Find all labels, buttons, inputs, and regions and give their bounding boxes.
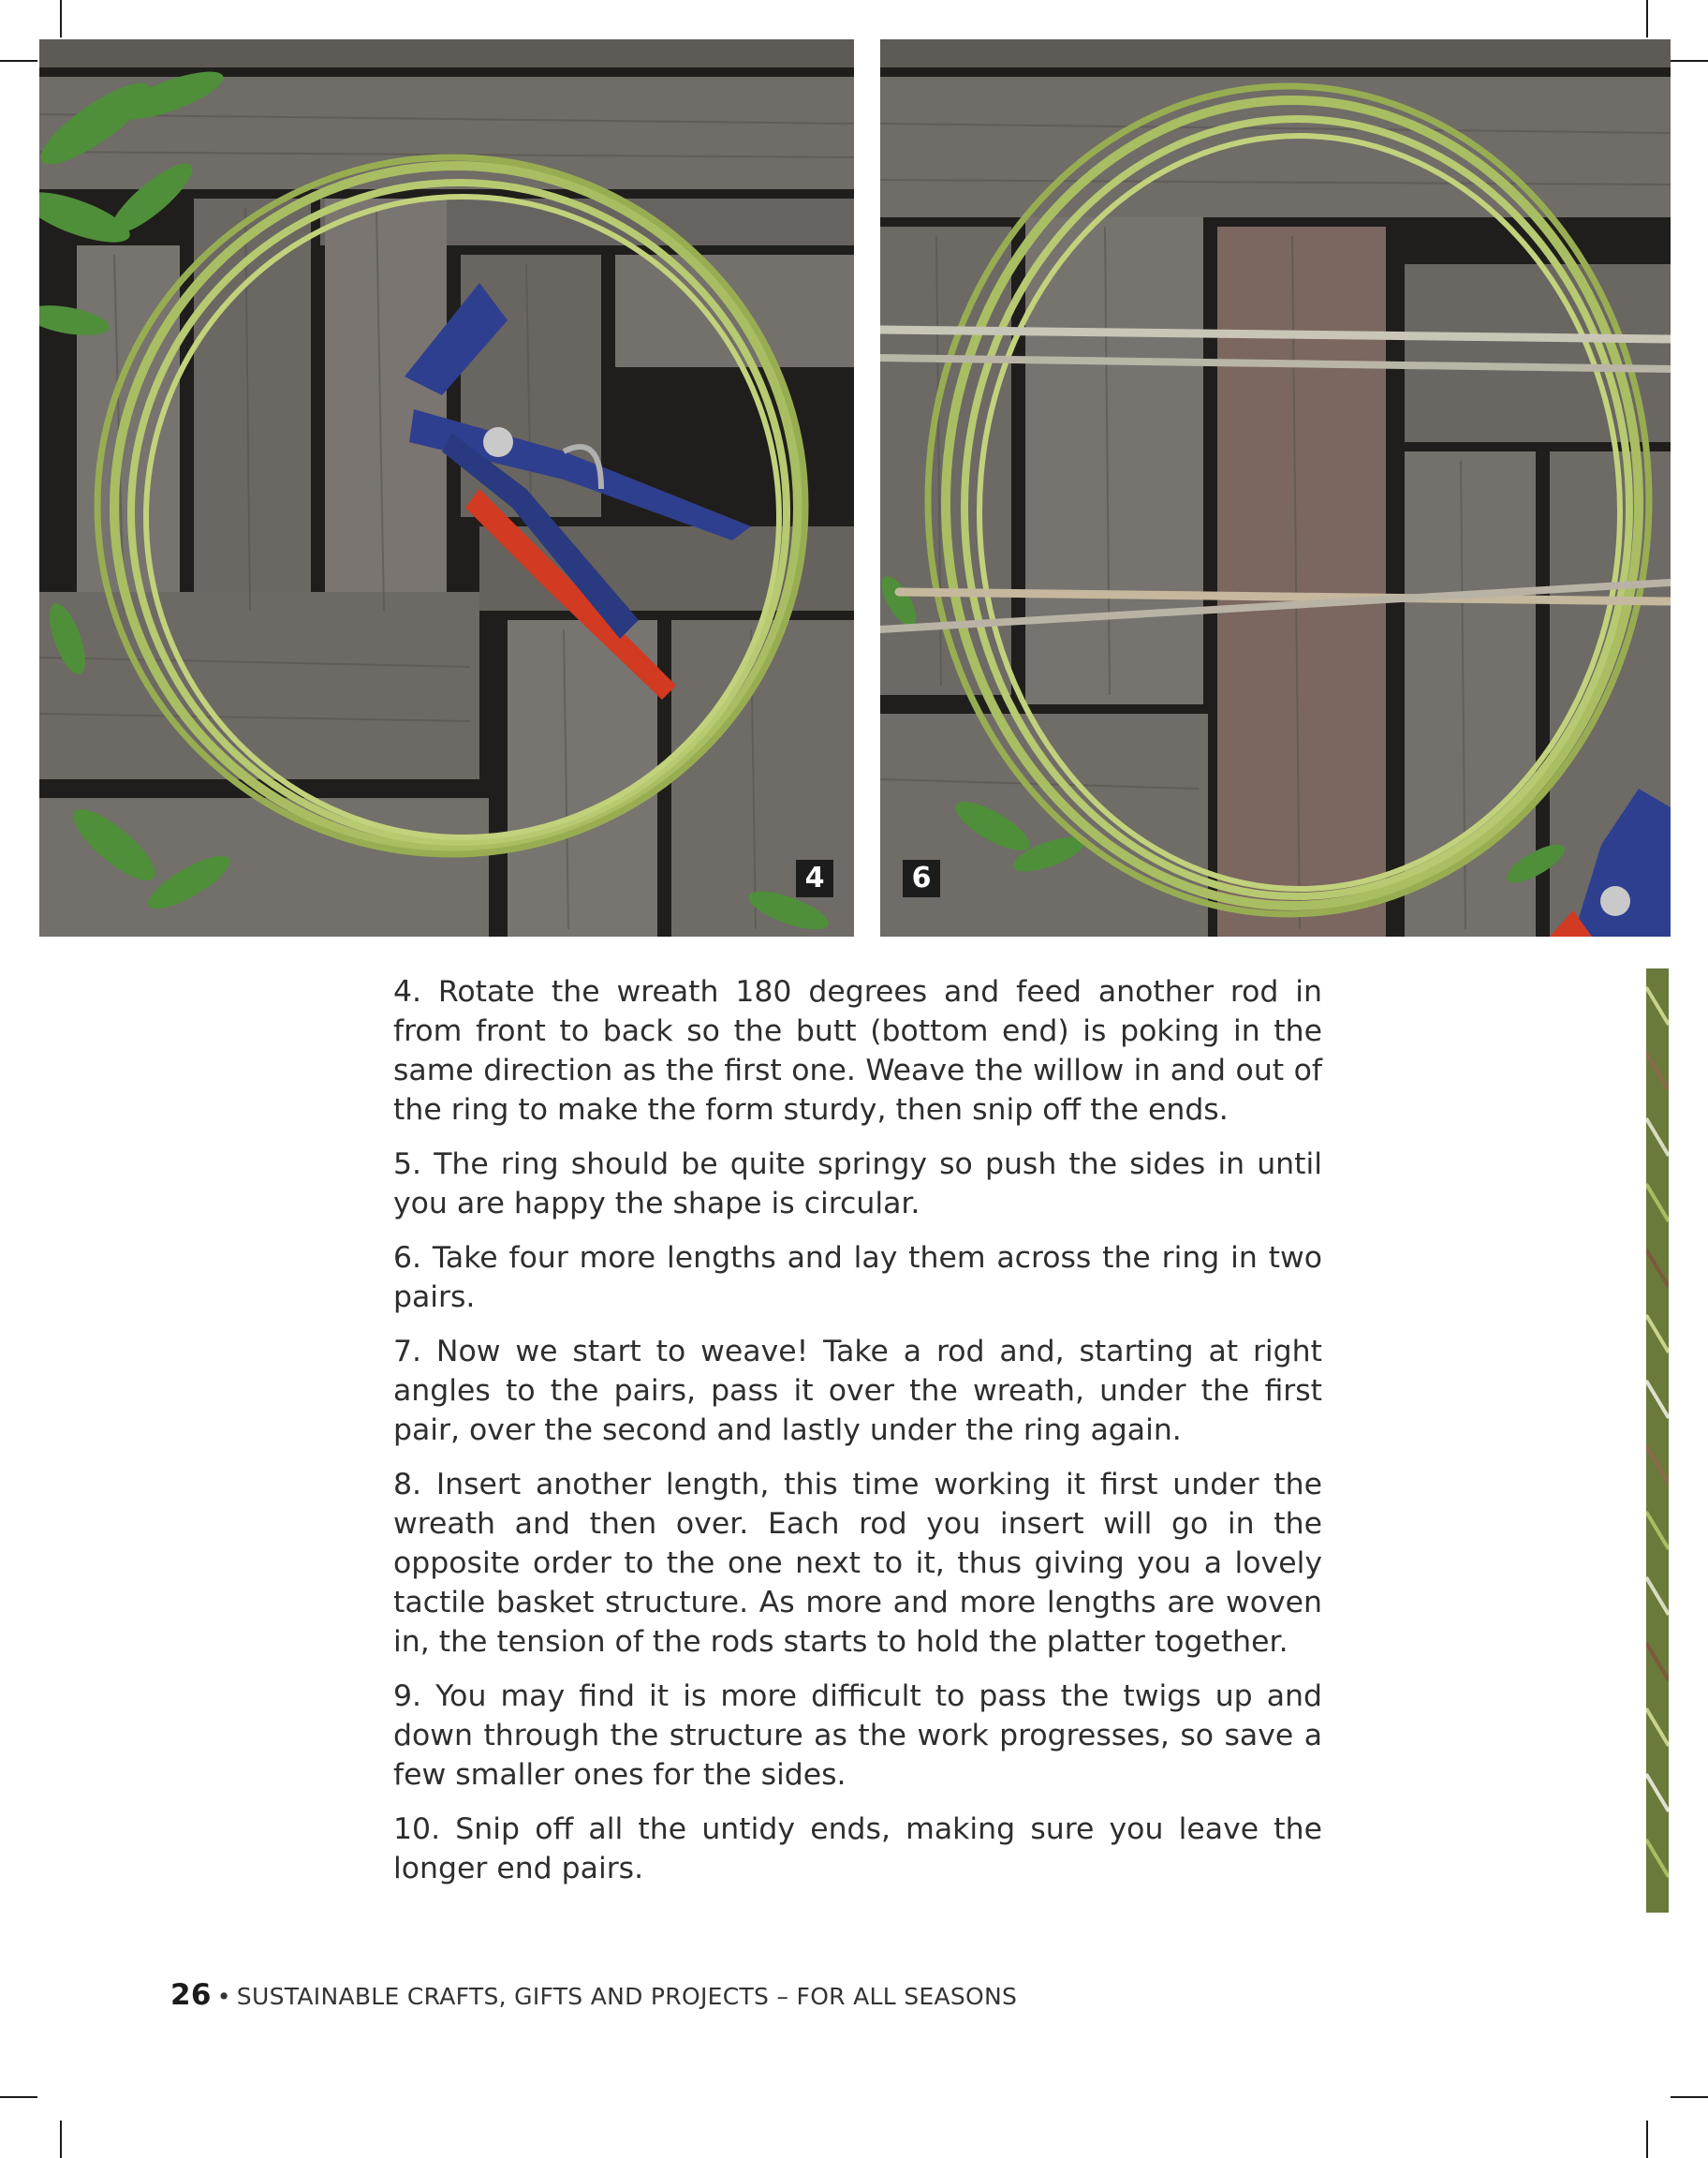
step-paragraph: 6. Take four more lengths and lay them across the ring in two pairs.	[393, 1241, 1322, 1314]
page-footer	[170, 1978, 1017, 2012]
step-paragraph: 10. Snip off all the untidy ends, making sure you leave the longer end pairs.	[393, 1812, 1322, 1885]
book-title: SUSTAINABLE CRAFTS, GIFTS AND PROJECTS – FOR ALL SEASONS	[236, 1983, 1018, 2010]
step-4-photo	[39, 39, 854, 937]
step-paragraph: 5. The ring should be quite springy so push the sides in until you are happy the shape is circular.	[393, 1147, 1322, 1220]
crop-mark	[1671, 60, 1708, 62]
page-number: 26	[170, 1978, 212, 2012]
footer-bullet: •	[216, 1983, 231, 2010]
crop-mark	[60, 0, 62, 37]
step-paragraph: 9. You may find it is more difficult to pass the twigs up and down through the structure as the work progresses, so save a few smaller ones for the sides.	[393, 1679, 1322, 1792]
crop-mark	[1646, 0, 1648, 37]
step-6-badge: 6	[903, 860, 940, 897]
crop-mark	[0, 2096, 37, 2098]
step-paragraph: 7. Now we start to weave! Take a rod and, starting at right angles to the pairs, pass it over the wreath, under the first pair, over the second and lastly under the ring again.	[393, 1335, 1322, 1447]
crop-mark	[60, 2121, 62, 2158]
photo-wreath-with-cross-rods	[880, 39, 1671, 937]
crop-mark	[1671, 2096, 1708, 2098]
step-6-photo	[880, 39, 1671, 937]
step-paragraph: 8. Insert another length, this time working it first under the wreath and then over. Each rod you insert will go in the opposite order to the one next to it, thus giving you a lovely tactile basket structure. As more and more lengths are woven in, the tension of the rods starts to hold the platter together.	[393, 1468, 1322, 1659]
step-4-badge: 4	[796, 860, 833, 897]
crop-mark	[1646, 2121, 1648, 2158]
willow-edge-strip	[1646, 968, 1669, 1913]
photo-wreath-with-pruners	[39, 39, 854, 937]
instructions-text	[393, 972, 1322, 1903]
crop-mark	[0, 60, 37, 62]
step-paragraph: 4. Rotate the wreath 180 degrees and feed another rod in from front to back so the butt (bottom end) is poking in the same direction as the first one. Weave the willow in and out of the ring to make the form sturdy, then snip off the ends.	[393, 975, 1322, 1127]
